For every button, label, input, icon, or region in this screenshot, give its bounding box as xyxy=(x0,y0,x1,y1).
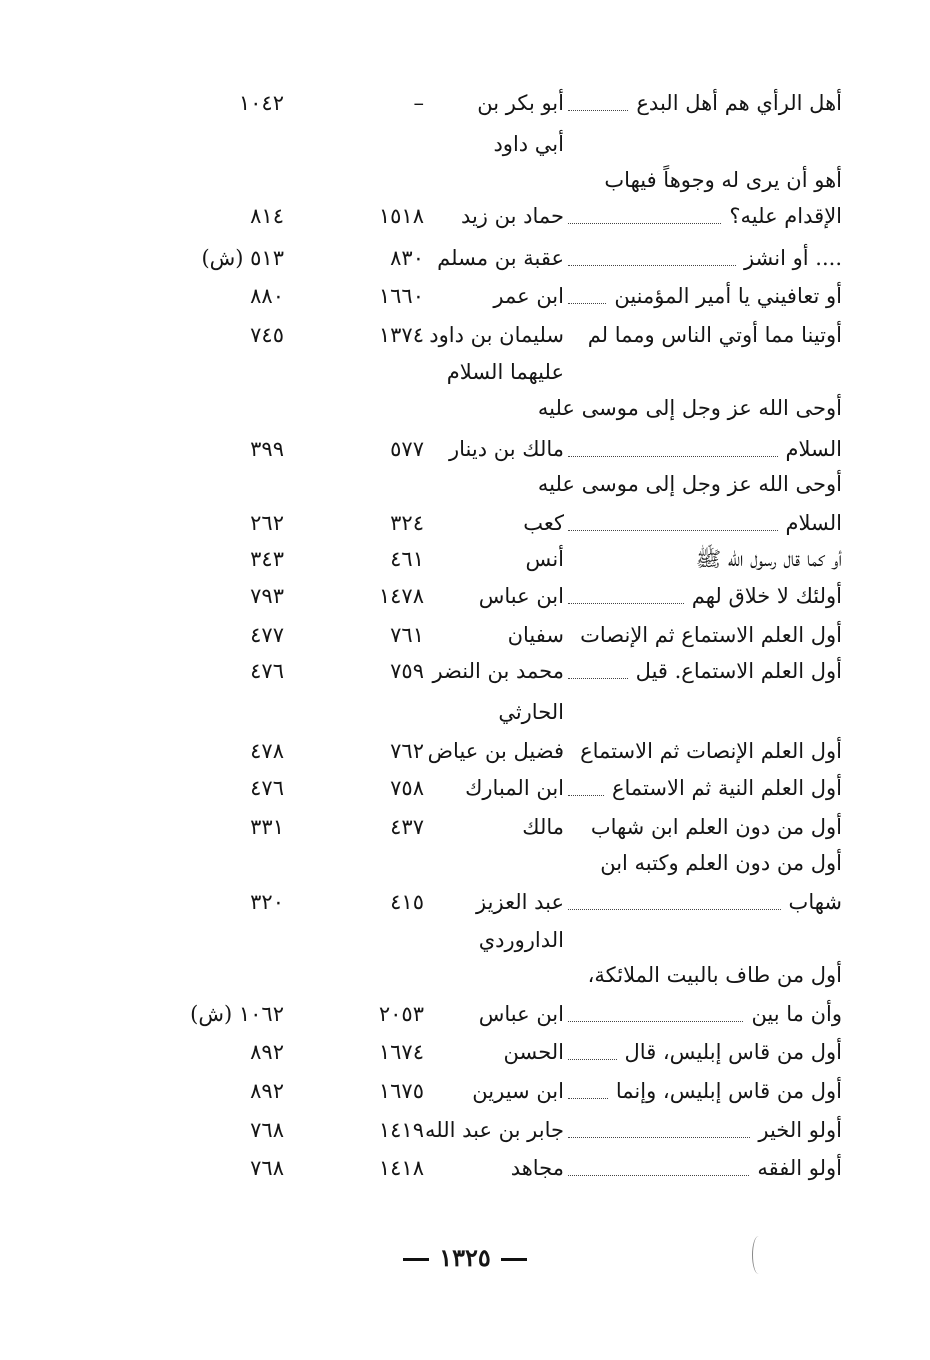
entry-number: ٣٢٤ xyxy=(390,511,424,535)
entry-narrator: فضيل بن عياض xyxy=(427,739,564,763)
entry-number: ٧٦٢ xyxy=(390,739,424,763)
entry-page: ٨٨٠ xyxy=(250,284,284,308)
leader-dots xyxy=(568,1175,749,1176)
entry-page: ٤٧٧ xyxy=(250,623,284,647)
entry-text: أول من دون العلم وكتبه ابن xyxy=(600,851,842,875)
entry-text: أو كما قال رسول الله ﷺ xyxy=(695,547,842,571)
entry-text: السلام xyxy=(785,511,842,535)
entry-page: ١٠٦٢ (ش) xyxy=(190,1002,284,1026)
entry-page: ٨٩٢ xyxy=(250,1040,284,1064)
index-entry xyxy=(0,505,930,541)
entry-number: ٥٧٧ xyxy=(390,437,424,461)
leader-dots xyxy=(568,303,606,304)
entry-text: السلام xyxy=(785,437,842,461)
page-number-value: ١٣٢٥ xyxy=(439,1243,491,1272)
entry-narrator: مالك بن دينار xyxy=(449,437,564,461)
entry-text: أول من قاس إبليس، قال xyxy=(624,1040,842,1064)
leader-dots xyxy=(568,678,628,679)
entry-text: أول من دون العلم ابن شهاب xyxy=(590,815,842,839)
leader-dots xyxy=(568,456,778,457)
entry-narrator: الحسن xyxy=(503,1040,564,1064)
entry-page: ٧٦٨ xyxy=(250,1118,284,1142)
entry-narrator: مجاهد xyxy=(510,1156,564,1180)
entry-text: أو تعافيني يا أمير المؤمنين xyxy=(614,284,842,308)
entry-number: ٤٣٧ xyxy=(390,815,424,839)
entry-page: ٣٣١ xyxy=(250,815,284,839)
entry-text: أول العلم الاستماع. قيل xyxy=(635,659,842,683)
index-entry xyxy=(0,653,930,689)
index-entry xyxy=(0,162,930,198)
index-entry xyxy=(0,884,930,920)
entry-number: ١٦٧٤ xyxy=(378,1040,424,1064)
entry-narrator: عليهما السلام xyxy=(446,360,564,384)
index-entry xyxy=(0,317,930,353)
entry-narrator: جابر بن عبد الله xyxy=(424,1118,564,1142)
entry-page: ٤٧٦ xyxy=(250,659,284,683)
entry-text: أولئك لا خلاق لهم xyxy=(691,584,842,608)
index-entry xyxy=(0,278,930,314)
entry-narrator: عبد العزيز xyxy=(476,890,564,914)
entry-page: ٨٩٢ xyxy=(250,1079,284,1103)
entry-text: أوحى الله عز وجل إلى موسى عليه xyxy=(537,396,842,420)
index-entry xyxy=(0,617,930,653)
entry-page: ٨١٤ xyxy=(250,204,284,228)
index-entry xyxy=(0,431,930,467)
entry-number: ١٤٧٨ xyxy=(378,584,424,608)
entry-narrator: مالك xyxy=(522,815,564,839)
entry-narrator: سليمان بن داود xyxy=(429,323,564,347)
index-entry xyxy=(0,198,930,234)
entry-page: ٧٦٨ xyxy=(250,1156,284,1180)
index-entry xyxy=(0,126,930,162)
index-entry xyxy=(0,957,930,993)
index-entry xyxy=(0,541,930,577)
entry-text: أوتينا مما أوتي الناس ومما لم xyxy=(587,323,842,347)
entry-text: وأن ما بين xyxy=(751,1002,842,1026)
entry-text: أوحى الله عز وجل إلى موسى عليه xyxy=(537,472,842,496)
entry-number: ٧٥٩ xyxy=(390,659,424,683)
entry-text: أول من طاف بالبيت الملائكة، xyxy=(587,963,842,987)
right-dash xyxy=(403,1258,429,1261)
index-entry xyxy=(0,1034,930,1070)
index-entry xyxy=(0,733,930,769)
leader-dots xyxy=(568,909,781,910)
entry-text: أهل الرأي هم أهل البدع xyxy=(636,91,842,115)
entry-narrator: الداروردي xyxy=(478,928,564,952)
left-dash xyxy=(501,1258,527,1261)
page-number xyxy=(0,1243,930,1272)
entry-text: أول العلم الاستماع ثم الإنصات xyxy=(580,623,842,647)
index-entry xyxy=(0,1112,930,1148)
entry-narrator: حماد بن زيد xyxy=(460,204,564,228)
entry-page: ٣٢٠ xyxy=(250,890,284,914)
entry-text: أول العلم النية ثم الاستماع xyxy=(611,776,842,800)
entry-page: ١٠٤٢ xyxy=(238,91,284,115)
entry-number: ١٣٧٤ xyxy=(378,323,424,347)
entry-narrator: كعب xyxy=(523,511,564,535)
entry-text: .... أو انشز xyxy=(743,246,842,270)
index-entry xyxy=(0,578,930,614)
entry-narrator: أنس xyxy=(525,547,564,571)
leader-dots xyxy=(568,110,628,111)
leader-dots xyxy=(568,265,736,266)
entry-number: ٢٠٥٣ xyxy=(378,1002,424,1026)
leader-dots xyxy=(568,1098,608,1099)
entry-text: الإقدام عليه؟ xyxy=(729,204,842,228)
entry-text: أولو الفقه xyxy=(757,1156,842,1180)
leader-dots xyxy=(568,1021,743,1022)
index-entry xyxy=(0,354,930,390)
entry-number: ١٤١٩ xyxy=(378,1118,424,1142)
entry-page: ٣٤٣ xyxy=(250,547,284,571)
index-entry xyxy=(0,85,930,121)
entry-narrator: محمد بن النضر xyxy=(432,659,564,683)
entry-narrator: أبي داود xyxy=(493,132,564,156)
index-entry xyxy=(0,390,930,426)
entry-narrator: عقبة بن مسلم xyxy=(437,246,564,270)
leader-dots xyxy=(568,530,778,531)
entry-narrator: ابن عباس xyxy=(478,584,564,608)
entry-page: ٣٩٩ xyxy=(250,437,284,461)
entry-number: – xyxy=(413,91,424,115)
entry-number: ١٥١٨ xyxy=(378,204,424,228)
entry-page: ٥١٣ (ش) xyxy=(201,246,284,270)
entry-number: ٧٥٨ xyxy=(390,776,424,800)
index-entry xyxy=(0,996,930,1032)
entry-page: ٤٧٨ xyxy=(250,739,284,763)
entry-number: ٨٣٠ xyxy=(390,246,424,270)
entry-page: ٢٦٢ xyxy=(250,511,284,535)
entry-number: ٤١٥ xyxy=(390,890,424,914)
leader-dots xyxy=(568,795,604,796)
index-entry xyxy=(0,809,930,845)
leader-dots xyxy=(568,223,721,224)
index-entry xyxy=(0,845,930,881)
entry-number: ٧٦١ xyxy=(390,623,424,647)
index-entry xyxy=(0,1150,930,1186)
leader-dots xyxy=(568,1059,617,1060)
index-entry xyxy=(0,922,930,958)
entry-narrator: سفيان xyxy=(507,623,564,647)
entry-number: ١٦٧٥ xyxy=(378,1079,424,1103)
leader-dots xyxy=(568,1137,750,1138)
entry-narrator: ابن المبارك xyxy=(465,776,564,800)
entry-number: ١٤١٨ xyxy=(378,1156,424,1180)
entry-text: شهاب xyxy=(788,890,842,914)
index-entry xyxy=(0,240,930,276)
entry-page: ٤٧٦ xyxy=(250,776,284,800)
margin-mark xyxy=(752,1236,765,1274)
entry-page: ٧٩٣ xyxy=(250,584,284,608)
entry-narrator: ابن عمر xyxy=(493,284,564,308)
entry-text: أهو أن يرى له وجوهاً فيهاب xyxy=(604,168,842,192)
leader-dots xyxy=(568,603,684,604)
index-entry xyxy=(0,1073,930,1109)
entry-text: أول العلم الإنصات ثم الاستماع xyxy=(580,739,842,763)
entry-text: أول من قاس إبليس، وإنما xyxy=(615,1079,842,1103)
index-entry xyxy=(0,770,930,806)
entry-narrator: أبو بكر بن xyxy=(477,91,564,115)
index-entry xyxy=(0,694,930,730)
entry-text: أولو الخير xyxy=(758,1118,842,1142)
entry-page: ٧٤٥ xyxy=(250,323,284,347)
index-entry xyxy=(0,466,930,502)
entry-number: ١٦٦٠ xyxy=(378,284,424,308)
entry-narrator: ابن عباس xyxy=(478,1002,564,1026)
entry-narrator: ابن سيرين xyxy=(472,1079,564,1103)
entry-narrator: الحارثي xyxy=(498,700,564,724)
entry-number: ٤٦١ xyxy=(390,547,424,571)
